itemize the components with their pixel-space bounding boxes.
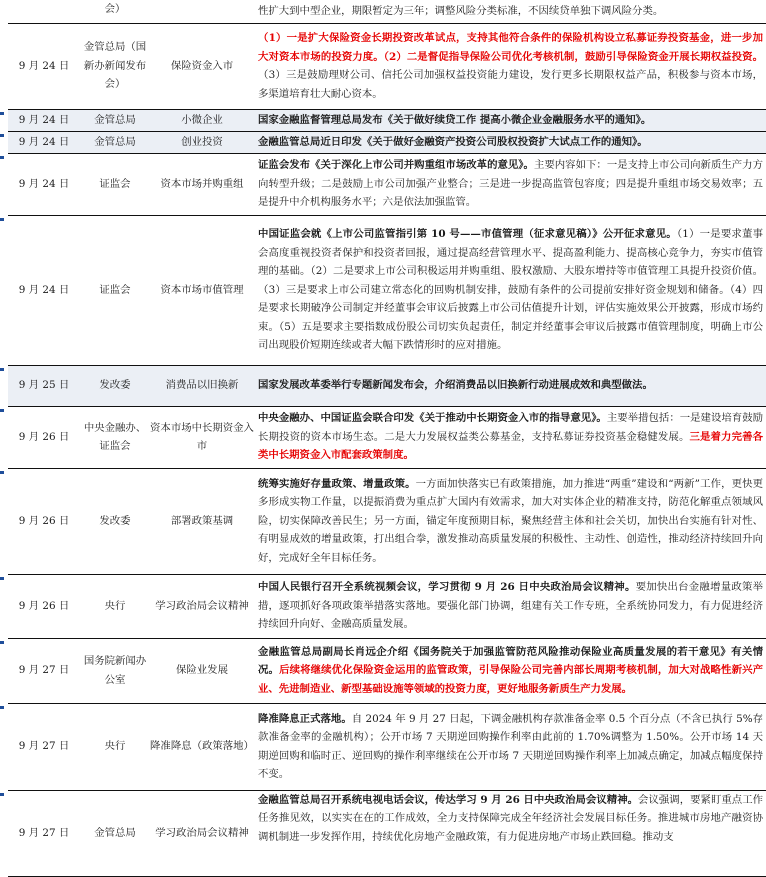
row-marker	[0, 706, 4, 709]
agency-cell: 证监会	[80, 153, 150, 215]
table-row	[8, 703, 766, 790]
bold-text: 中央金融办、中国证监会联合印发《关于推动中长期资金入市的指导意见》。	[258, 412, 607, 425]
content-cell	[254, 365, 766, 406]
date-cell: 9 月 26 日	[8, 574, 80, 638]
row-marker	[0, 471, 4, 474]
agency-cell: 发改委	[80, 468, 150, 574]
bold-text: 降准降息正式落地。	[258, 712, 352, 725]
agency-cell: 证监会	[80, 215, 150, 365]
content-cell	[254, 638, 766, 703]
topic-cell: 资本市场中长期资金入市	[150, 406, 254, 468]
bold-text: 金融监管总局副局长肖远企介绍《国务院关于加强监管防范风险推动保险业高质量发展的若干意见》有关情况。	[258, 645, 763, 677]
table-row	[8, 406, 766, 468]
row-marker	[0, 156, 4, 159]
body-text: （3）三是鼓励理财公司、信托公司加强权益投资能力建设，发行更多长期限权益产品，积极参与资本市场，多渠道培育壮大耐心资本。	[258, 69, 763, 100]
content-cell	[254, 215, 766, 365]
topic-cell: 创业投资	[150, 131, 254, 153]
agency-cell: 会）	[80, 0, 150, 23]
row-marker	[0, 577, 4, 580]
date-cell: 9 月 27 日	[8, 638, 80, 703]
bold-text: 国家发展改革委举行专题新闻发布会，介绍消费品以旧换新行动进展成效和典型做法。	[258, 379, 653, 392]
body-text: 自 2024 年 9 月 27 日起，下调金融机构存款准备金率 0.5 个百分点（不含已执行 5%存款准备金率的金融机构）；公开市场 7 天期逆回购操作利率由此前的 1.70%调整为 1.50%。公开市场 14 天期逆回购和临时正、逆回购的操作利率继续在公开市场 7 天期逆回购操作利率上加减点确定，加减点幅度保持不变。	[258, 712, 763, 780]
content-cell	[254, 574, 766, 638]
agency-cell: 金管总局	[80, 109, 150, 131]
row-marker	[0, 409, 4, 412]
agency-cell: 金管总局	[80, 790, 150, 876]
content-cell	[254, 0, 766, 23]
topic-cell: 部署政策基调	[150, 468, 254, 574]
date-cell: 9 月 25 日	[8, 365, 80, 406]
highlight-text: 后续将继续优化保险资金运用的监管政策，引导保险公司完善内部长周期考核机制，加大对战略性新兴产业、先进制造业、新型基础设施等领域的投资力度，更好地服务新质生产力发展。	[258, 664, 764, 695]
table-row	[8, 574, 766, 638]
agency-cell: 中央金融办、证监会	[80, 406, 150, 468]
date-cell: 9 月 24 日	[8, 153, 80, 215]
table-row	[8, 468, 766, 574]
topic-cell: 资本市场并购重组	[150, 153, 254, 215]
date-cell	[8, 0, 80, 23]
date-cell: 9 月 26 日	[8, 406, 80, 468]
content-cell	[254, 406, 766, 468]
row-marker	[0, 112, 4, 115]
bold-text: 统筹实施好存量政策、增量政策。	[258, 477, 416, 490]
date-cell: 9 月 26 日	[8, 468, 80, 574]
highlight-text: 三是着力完善各类中长期资金入市配套政策制度。	[258, 430, 764, 462]
agency-cell: 国务院新闻办公室	[80, 638, 150, 703]
agency-cell: 金管总局（国新办新闻发布会）	[80, 23, 150, 109]
topic-cell: 学习政治局会议精神	[150, 574, 254, 638]
row-marker	[0, 793, 4, 796]
bold-text: 金融监管总局近日印发《关于做好金融资产投资公司股权投资扩大试点工作的通知》。	[258, 135, 648, 148]
topic-cell: 保险资金入市	[150, 23, 254, 109]
body-text: 一方面加快落实已有政策措施，加力推进“两重”建设和“两新”工作，更快更多形成实物工作量，以提振消费为重点扩大国内有效需求，加大对实体企业的精准支持，防范化解重点领域风险，切实保障改善民生；另一方面，锚定年度预期目标，聚焦经营主体和社会关切，加快出台实施有针对性、有明显成效的增量政策，打出组合拳，激发推动高质量发展的积极性、主动性、创造性，推动经济持续回升向好，完成好全年目标任务。	[258, 477, 764, 564]
highlight-text: （1）一是扩大保险资金长期投资改革试点，支持其他符合条件的保险机构设立私募证券投资基金，进一步加大对资本市场的投资力度。（2）二是督促指导保险公司优化考核机制，鼓励引导保险资金开展长期权益投资。	[258, 32, 763, 63]
content-cell	[254, 131, 766, 153]
table-row	[8, 790, 766, 876]
row-marker	[0, 641, 4, 644]
topic-cell: 学习政治局会议精神	[150, 790, 254, 876]
topic-cell: 小微企业	[150, 109, 254, 131]
content-cell	[254, 109, 766, 131]
date-cell: 9 月 24 日	[8, 131, 80, 153]
body-text: 要加快出台金融增量政策举措，逐项抓好各项政策举措落实落地。要强化部门协调，组建有关工作专班，全系统协同发力，有力促进经济持续回升向好、金融高质量发展。	[258, 581, 764, 631]
table-row	[8, 638, 766, 703]
body-text: 性扩大到中型企业，期限暂定为三年；调整风险分类标准，不因续贷单独下调风险分类。	[258, 5, 664, 17]
policy-events-table	[8, 0, 766, 877]
bold-text: 金融监管总局召开系统电视电话会议，传达学习 9 月 26 日中央政治局会议精神。	[258, 793, 639, 806]
table-row	[8, 0, 766, 23]
agency-cell: 金管总局	[80, 131, 150, 153]
body-text: 主要内容如下：一是支持上市公司向新质生产力方向转型升级；二是鼓励上市公司加强产业整合；三是进一步提高监管包容度；四是提升重组市场交易效率；五是提升中介机构服务水平；六是依法加强监管。	[258, 159, 763, 209]
table-row	[8, 23, 766, 109]
date-cell: 9 月 24 日	[8, 109, 80, 131]
topic-cell: 消费品以旧换新	[150, 365, 254, 406]
bold-text: 证监会发布《关于深化上市公司并购重组市场改革的意见》。	[258, 159, 534, 172]
table-row	[8, 109, 766, 131]
body-text: 会议强调，要紧盯重点工作任务推见效，以实实在在的工作成效，全力支持保障完成全年经济社会发展目标任务。推进城市房地产融资协调机制进一步发挥作用，持续优化房地产金融政策，有力促进房地产市场止跌回稳。推动支	[258, 793, 764, 843]
table-row	[8, 365, 766, 406]
body-text: （1）一是要求董事会高度重视投资者保护和投资者回报，通过提高经营管理水平、提高盈利能力、提高核心竞争力，夯实市值管理的基础。（2）二是要求上市公司积极运用并购重组、股权激励、大股东增持等市值管理工具提升投资价值。（3）三是要求上市公司建立常态化的回购机制安排，鼓励有条件的公司提前安排好资金规划和储备。（4）四是要求长期破净公司制定并经董事会审议后披露上市公司估值提升计划，评估实施效果公开披露，形成市场约束。（5）五是要求主要指数成份股公司切实负起责任，制定并经董事会审议后披露市值管理制度，明确上市公司出现股价短期连续或者大幅下跌情形时的应对措施。	[258, 228, 763, 352]
content-cell	[254, 153, 766, 215]
date-cell: 9 月 24 日	[8, 215, 80, 365]
content-cell	[254, 468, 766, 574]
topic-cell	[150, 0, 254, 23]
bold-text: 国家金融监督管理总局发布《关于做好续贷工作 提高小微企业金融服务水平的通知》。	[258, 113, 652, 126]
date-cell: 9 月 27 日	[8, 790, 80, 876]
date-cell: 9 月 24 日	[8, 23, 80, 109]
topic-cell: 降准降息（政策落地）	[150, 703, 254, 790]
row-marker	[0, 368, 4, 371]
content-cell	[254, 790, 766, 876]
bold-text: 中国证监会就《上市公司监管指引第 10 号——市值管理（征求意见稿）》公开征求意见。	[258, 228, 677, 241]
date-cell: 9 月 27 日	[8, 703, 80, 790]
table-row	[8, 131, 766, 153]
content-cell	[254, 23, 766, 109]
row-marker	[0, 218, 4, 221]
bold-text: 中国人民银行召开全系统视频会议，学习贯彻 9 月 26 日中央政治局会议精神。	[258, 581, 636, 594]
topic-cell: 保险业发展	[150, 638, 254, 703]
agency-cell: 央行	[80, 574, 150, 638]
table-row	[8, 153, 766, 215]
table-row	[8, 215, 766, 365]
content-cell	[254, 703, 766, 790]
row-marker	[0, 134, 4, 137]
body-text: 主要举措包括：一是建设培育鼓励长期投资的资本市场生态。二是大力发展权益类公募基金，支持私募证券投资基金稳健发展。	[258, 412, 764, 443]
agency-cell: 央行	[80, 703, 150, 790]
agency-cell: 发改委	[80, 365, 150, 406]
topic-cell: 资本市场市值管理	[150, 215, 254, 365]
